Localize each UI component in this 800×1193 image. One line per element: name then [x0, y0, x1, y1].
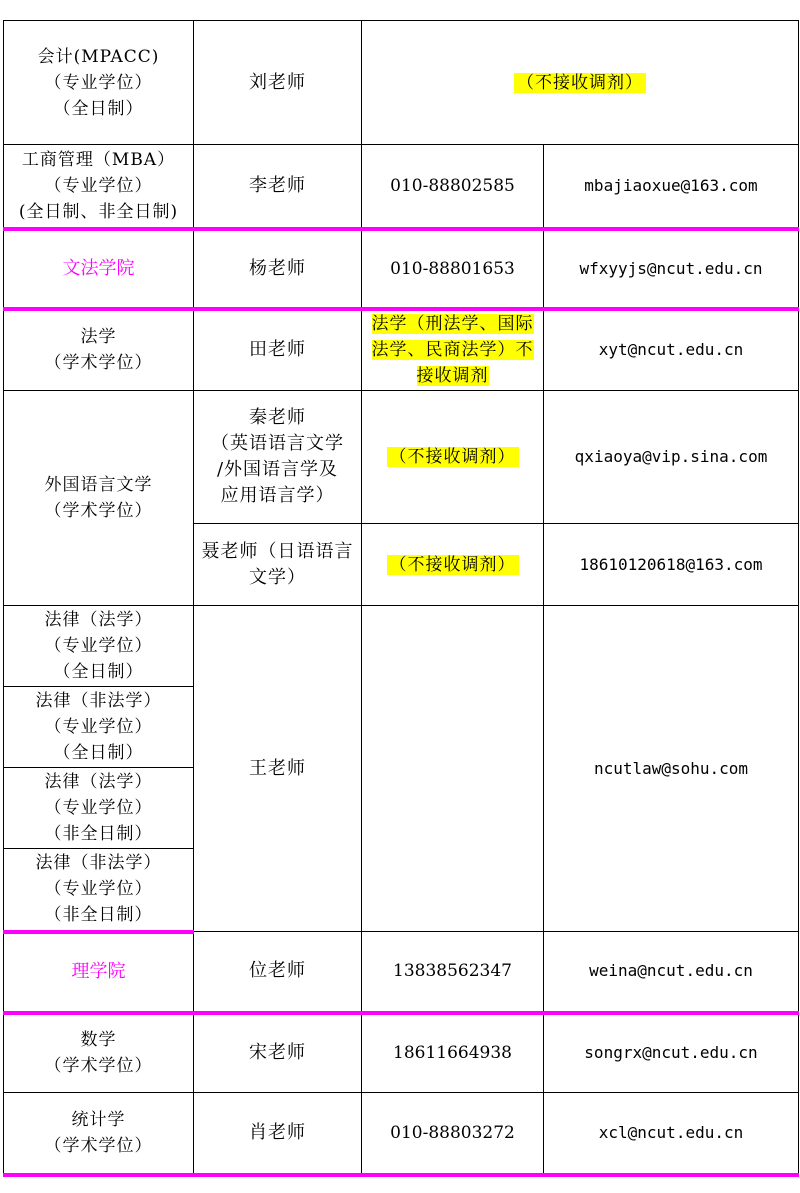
phone-cell: 010-88801653 — [362, 229, 544, 309]
contact-cell: 宋老师 — [194, 1013, 362, 1093]
no-transfer-note: 法学（刑法学、国际法学、民商法学）不接收调剂 — [371, 314, 534, 387]
email-cell: wfxyyjs@ncut.edu.cn — [544, 229, 799, 309]
note-cell — [362, 21, 799, 145]
college-name: 文法学院 — [4, 229, 194, 309]
no-transfer-note: （不接收调剂） — [514, 73, 646, 93]
contact-cell: 李老师 — [194, 145, 362, 229]
contact-cell: 田老师 — [194, 309, 362, 391]
program-cell: 数学 （学术学位） — [4, 1013, 194, 1093]
contact-cell: 王老师 — [194, 606, 362, 932]
note-cell — [362, 391, 544, 524]
table-row — [4, 606, 799, 687]
table-row — [4, 21, 799, 145]
email-cell: xyt@ncut.edu.cn — [544, 309, 799, 391]
contact-cell: 位老师 — [194, 932, 362, 1013]
program-cell: 会计(MPACC) （专业学位） （全日制） — [4, 21, 194, 145]
contact-cell: 聂老师（日语语言文学） — [194, 524, 362, 606]
program-cell: 工商管理（MBA） （专业学位） (全日制、非全日制) — [4, 145, 194, 229]
phone-cell: 010-88802585 — [362, 145, 544, 229]
contact-cell: 肖老师 — [194, 1093, 362, 1175]
table-row — [4, 309, 799, 391]
no-transfer-note: （不接收调剂） — [387, 447, 519, 467]
program-cell: 法律（法学） （专业学位） （全日制） — [4, 606, 194, 687]
email-cell: xcl@ncut.edu.cn — [544, 1093, 799, 1175]
email-cell: mbajiaoxue@163.com — [544, 145, 799, 229]
note-cell — [362, 309, 544, 391]
program-cell: 法律（非法学） （专业学位） （全日制） — [4, 687, 194, 768]
note-cell — [362, 606, 544, 932]
college-name: 理学院 — [4, 932, 194, 1013]
table-row — [4, 1013, 799, 1093]
phone-cell: 13838562347 — [362, 932, 544, 1013]
email-cell: songrx@ncut.edu.cn — [544, 1013, 799, 1093]
email-cell: weina@ncut.edu.cn — [544, 932, 799, 1013]
college-row — [4, 229, 799, 309]
table-row — [4, 145, 799, 229]
email-cell: qxiaoya@vip.sina.com — [544, 391, 799, 524]
program-cell: 统计学 （学术学位） — [4, 1093, 194, 1175]
table-row — [4, 391, 799, 524]
contact-cell: 秦老师 （英语语言文学 /外国语言学及 应用语言学） — [194, 391, 362, 524]
college-row — [4, 932, 799, 1013]
program-cell: 法律（法学） （专业学位） （非全日制） — [4, 768, 194, 849]
phone-cell: 18611664938 — [362, 1013, 544, 1093]
program-cell: 外国语言文学 （学术学位） — [4, 391, 194, 606]
program-cell: 法学 （学术学位） — [4, 309, 194, 391]
email-cell: 18610120618@163.com — [544, 524, 799, 606]
contact-cell: 杨老师 — [194, 229, 362, 309]
table-row — [4, 1093, 799, 1175]
email-cell: ncutlaw@sohu.com — [544, 606, 799, 932]
note-cell — [362, 524, 544, 606]
no-transfer-note: （不接收调剂） — [387, 555, 519, 575]
phone-cell: 010-88803272 — [362, 1093, 544, 1175]
program-cell: 法律（非法学） （专业学位） （非全日制） — [4, 849, 194, 932]
contact-table — [3, 20, 799, 1177]
contact-cell: 刘老师 — [194, 21, 362, 145]
